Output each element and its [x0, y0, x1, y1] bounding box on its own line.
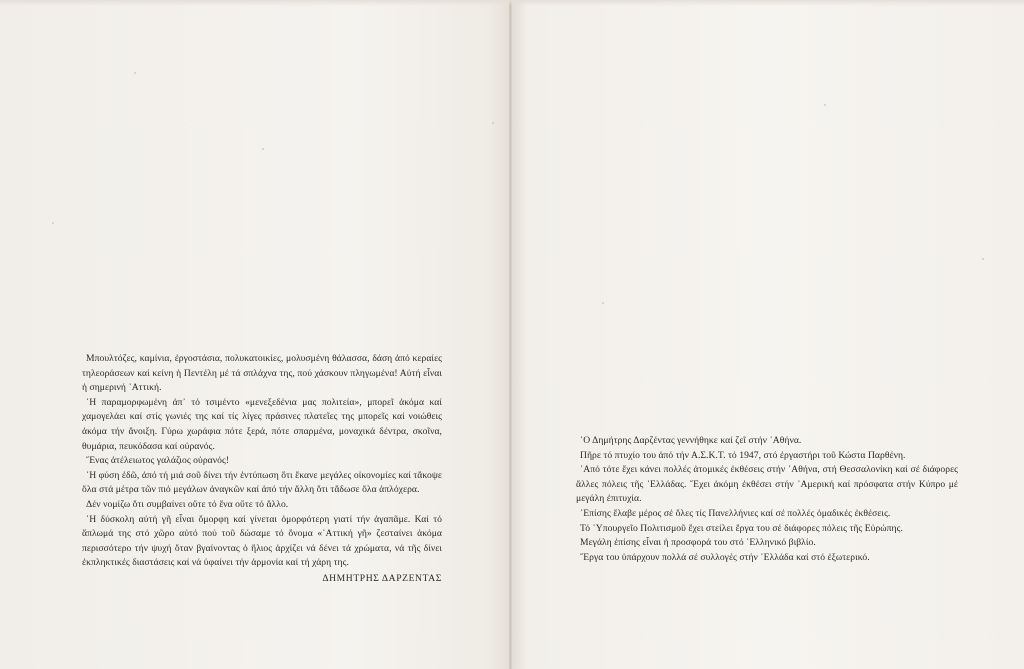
left-paragraph: Δέν νομίζω ὅτι συμβαίνει οὔτε τό ἕνα οὔτε τό ἄλλο.	[86, 498, 289, 510]
paper-speck	[492, 122, 494, 124]
right-paragraph: ῎Εργα του ὑπάρχουν πολλά σέ συλλογές στήν ῾Ελλάδα καί στό ἐξωτερικό.	[580, 551, 870, 563]
right-page	[512, 0, 1024, 669]
left-page	[0, 0, 510, 669]
left-paragraph: ῾Η φύση ἐδῶ, ἀπό τή μιά σοῦ δίνει τήν ἐντύπωση ὅτι ἔκανε μεγάλες οἰκονομίες καί τἄκοψε ὅλα στά μέτρα τῶν πιό μεγάλων ἀναγκῶν καί ἀπό τήν ἄλλη ὅτι τἄδωσε ὅλα ἀπλόχερα.	[82, 469, 442, 496]
top-edge-shadow	[0, 0, 1024, 6]
left-paragraph: ῾Η παραμορφωμένη ἀπ᾽ τό τσιμέντο «μενεξεδένια μας πολιτεία», μπορεῖ ἀκόμα καί χαμογελάει καί στίς γωνιές της καί τίς λίγες πράσινες πλατεῖες της μπορεῖς καί νοιώθεις ἀκόμα τήν ἄνοιξη. Γύρω χωράφια πότε ξερά, πότε σπαρμένα, μοναχικά δέντρα, σκοῖνα, θυμάρια, πευκόδασα καί οὐρανός.	[82, 396, 442, 452]
paper-speck	[262, 148, 264, 150]
left-page-text	[82, 352, 442, 587]
right-page-text	[576, 434, 958, 565]
paper-speck	[602, 302, 604, 304]
right-paragraph: Μεγάλη ἐπίσης εἶναι ἡ προσφορά του στό ῾Ελληνικό βιβλίο.	[580, 537, 816, 549]
right-paragraph: ῾Ο Δημήτρης Δαρζέντας γεννήθηκε καί ζεῖ στήν ᾽Αθήνα.	[580, 435, 802, 446]
left-paragraph: Μπουλτόζες, καμίνια, ἐργοστάσια, πολυκατοικίες, μολυσμένη θάλασσα, δάση ἀπό κεραίες τηλεοράσεων καί κείνη ἡ Πεντέλη μέ τά σπλάχνα της, πού χάσκουν πληγωμένα! Αὐτή εἶναι ἡ σημερινή ᾽Αττική.	[82, 353, 442, 394]
paper-speck	[824, 104, 826, 106]
paper-speck	[982, 258, 984, 260]
left-paragraph: ῾Η δύσκολη αὐτή γῆ εἶναι ὄμορφη καί γίνεται ὀμορφότερη γιατί τήν ἀγαπᾶμε. Καί τό ἅπλωμά της στό χῶρο αὐτό πού τοῦ δώσαμε τό ὄνομα «᾽Αττική γῆ» ζεσταίνει ἀκόμα περισσότερο τήν ψυχή ὅταν βγαίνοντας ὁ ἥλιος ἀρχίζει νά δένει τά χρώματα, νά τῆς δίνει ἐκπληκτικές διαστάσεις καί νά ὑφαίνει τήν ἁρμονία καί τή χάρη της.	[82, 513, 442, 569]
right-paragraph: ᾽Από τότε ἔχει κάνει πολλές ἀτομικές ἐκθέσεις στήν ᾽Αθήνα, στή Θεσσαλονίκη καί σέ διάφορες ἄλλες πόλεις τῆς ῾Ελλάδας. ῎Εχει ἀκόμη ἐκθέσει στήν ᾽Αμερική καί πρόσφατα στήν Κύπρο μέ μεγάλη ἐπιτυχία.	[576, 464, 958, 505]
paper-speck	[52, 222, 54, 224]
right-paragraph: ᾽Επίσης ἔλαβε μέρος σέ ὅλες τίς Πανελλήνιες καί σέ πολλές ὁμαδικές ἐκθέσεις.	[580, 507, 891, 519]
author-signature: ΔΗΜΗΤΡΗΣ ΔΑΡΖΕΝΤΑΣ	[322, 572, 442, 584]
right-paragraph: Τό ῾Υπουργεῖο Πολιτισμοῦ ἔχει στείλει ἔργα του σέ διάφορες πόλεις τῆς Εὐρώπης.	[580, 522, 903, 534]
left-paragraph: ῞Ενας ἀτέλειωτος γαλάζιος οὐρανός!	[86, 455, 230, 467]
paper-speck	[134, 72, 136, 74]
right-paragraph: Πῆρε τό πτυχίο του ἀπό τήν Α.Σ.Κ.Τ. τό 1947, στό ἐργαστήρι τοῦ Κώστα Παρθένη.	[580, 449, 906, 461]
